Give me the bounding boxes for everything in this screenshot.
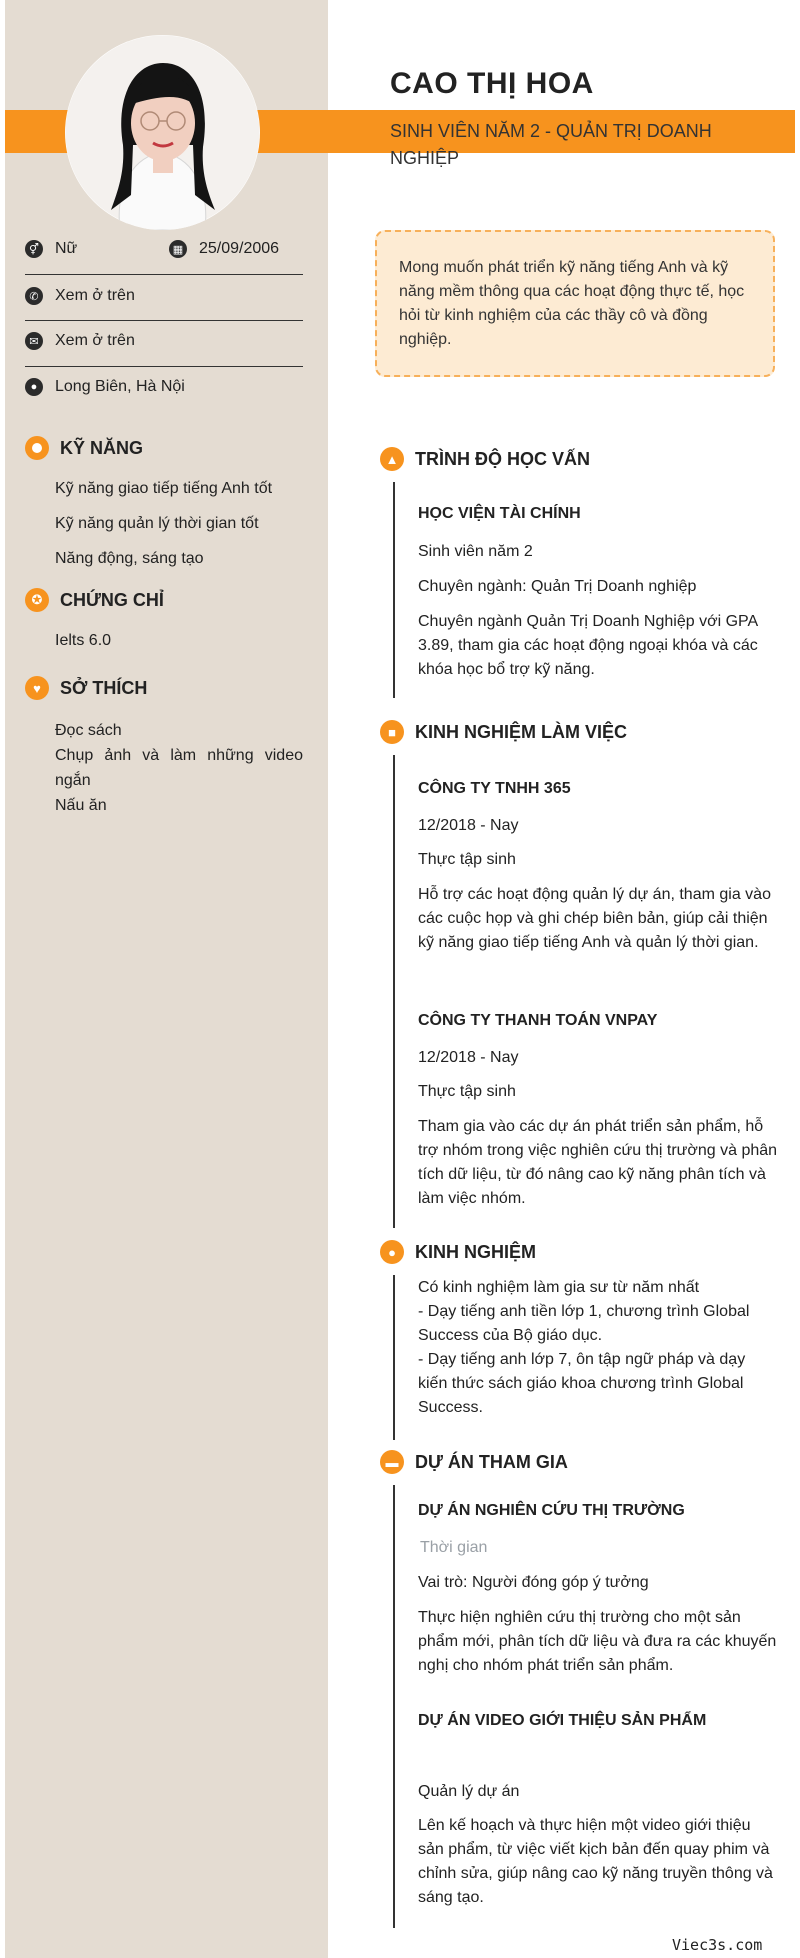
certificate-item: Ielts 6.0 (55, 632, 112, 649)
award-icon: ✪ (25, 588, 49, 612)
hobbies-title: SỞ THÍCH (60, 677, 148, 698)
job-period: 12/2018 - Nay (418, 1049, 519, 1066)
education-title: TRÌNH ĐỘ HỌC VẤN (415, 448, 590, 469)
work-heading (380, 720, 627, 744)
job-company: CÔNG TY THANH TOÁN VNPAY (418, 1012, 658, 1029)
location-pin-icon: ● (25, 378, 43, 396)
job-role: Thực tập sinh (418, 1083, 516, 1100)
experience-line: Có kinh nghiệm làm gia sư từ năm nhất (418, 1279, 700, 1296)
job-period: 12/2018 - Nay (418, 817, 519, 834)
job-desc: Hỗ trợ các hoạt động quản lý dự án, tham gia vào các cuộc họp và ghi chép biên bản, giúp cải thiện kỹ năng giao tiếp tiếng Anh và quản lý thời gian. (418, 886, 771, 951)
education-major: Chuyên ngành: Quản Trị Doanh nghiệp (418, 578, 697, 595)
education-heading (380, 447, 590, 471)
skills-icon (25, 436, 49, 460)
experience-line: - Dạy tiếng anh lớp 7, ôn tập ngữ pháp và dạy kiến thức sách giáo khoa chương trình Global Success. (418, 1351, 746, 1416)
hobbies-list (55, 718, 303, 818)
timeline-line (393, 1275, 395, 1440)
education-desc: Chuyên ngành Quản Trị Doanh Nghiệp với GPA 3.89, tham gia các hoạt động ngoại khóa và các khóa học bổ trợ kỹ năng. (418, 613, 758, 678)
skill-item: Kỹ năng giao tiếp tiếng Anh tốt (55, 480, 273, 497)
job-role: Thực tập sinh (418, 851, 516, 868)
briefcase-icon: ■ (380, 720, 404, 744)
career-objective: Mong muốn phát triển kỹ năng tiếng Anh và kỹ năng mềm thông qua các hoạt động thực tế, học hỏi từ kinh nghiệm của các thầy cô và đồng nghiệp. (375, 230, 775, 377)
calendar-icon: ▦ (169, 240, 187, 258)
hobby-item: Chụp ảnh và làm những video ngắn (55, 747, 303, 789)
project-desc: Lên kế hoạch và thực hiện một video giới thiệu sản phẩm, từ việc viết kịch bản đến quay phim và chỉnh sửa, giúp nâng cao kỹ năng truyền thông và sáng tạo. (418, 1817, 773, 1906)
hobbies-heading (25, 676, 147, 700)
timeline-line (393, 755, 395, 1228)
projects-heading (380, 1450, 568, 1474)
candidate-title: SINH VIÊN NĂM 2 - QUẢN TRỊ DOANH NGHIỆP (390, 121, 712, 168)
folder-icon: ▬ (380, 1450, 404, 1474)
email-value: Xem ở trên (55, 332, 135, 349)
job-desc: Tham gia vào các dự án phát triển sản phẩm, hỗ trợ nhóm trong việc nghiên cứu thị trường và phân tích dữ liệu, từ đó nâng cao kỹ năng phân tích và làm việc nhóm. (418, 1118, 778, 1207)
address-row (25, 378, 303, 396)
experience-heading (380, 1240, 536, 1264)
project-desc: Thực hiện nghiên cứu thị trường cho một sản phẩm mới, phân tích dữ liệu và đưa ra các khuyến nghị cho nhóm phát triển sản phẩm. (418, 1609, 777, 1674)
candidate-name: CAO THỊ HOA (390, 67, 594, 100)
experience-line: - Dạy tiếng anh tiền lớp 1, chương trình Global Success của Bộ giáo dục. (418, 1303, 750, 1344)
email-row (25, 332, 303, 350)
certificates-title: CHỨNG CHỈ (60, 589, 164, 610)
skill-item: Năng động, sáng tạo (55, 550, 204, 567)
project-role: Vai trò: Người đóng góp ý tưởng (418, 1574, 649, 1591)
gender-icon: ⚥ (25, 240, 43, 258)
watermark: Viec3s.com (672, 1936, 763, 1954)
timeline-line (393, 482, 395, 698)
avatar (65, 35, 260, 230)
phone-value: Xem ở trên (55, 287, 135, 304)
experience-body (418, 1276, 778, 1420)
skills-heading (25, 436, 143, 460)
gender-value: Nữ (55, 240, 78, 257)
school-name: HỌC VIỆN TÀI CHÍNH (418, 505, 581, 522)
personal-row-1 (25, 240, 303, 258)
phone-icon: ✆ (25, 287, 43, 305)
project-name: DỰ ÁN NGHIÊN CỨU THỊ TRƯỜNG (418, 1502, 685, 1519)
graduation-cap-icon: ▲ (380, 447, 404, 471)
timeline-line (393, 1485, 395, 1928)
avatar-photo (65, 35, 260, 230)
project-time: Thời gian (420, 1539, 488, 1556)
divider (25, 366, 303, 367)
email-icon: ✉ (25, 332, 43, 350)
projects-title: DỰ ÁN THAM GIA (415, 1451, 568, 1472)
education-year: Sinh viên năm 2 (418, 543, 533, 560)
project-name: DỰ ÁN VIDEO GIỚI THIỆU SẢN PHẨM (418, 1712, 707, 1729)
job-company: CÔNG TY TNHH 365 (418, 780, 571, 797)
skill-item: Kỹ năng quản lý thời gian tốt (55, 515, 259, 532)
hobby-item: Nấu ăn (55, 797, 107, 814)
hobby-item: Đọc sách (55, 722, 122, 739)
heart-icon: ♥ (25, 676, 49, 700)
birthdate-value: 25/09/2006 (199, 240, 280, 257)
experience-title: KINH NGHIỆM (415, 1241, 536, 1262)
divider (25, 320, 303, 321)
divider (25, 274, 303, 275)
phone-row (25, 287, 303, 305)
project-role: Quản lý dự án (418, 1783, 520, 1800)
skills-title: KỸ NĂNG (60, 437, 144, 458)
work-title: KINH NGHIỆM LÀM VIỆC (415, 721, 628, 742)
certificates-heading (25, 588, 164, 612)
address-value: Long Biên, Hà Nội (55, 378, 185, 395)
user-icon: ● (380, 1240, 404, 1264)
